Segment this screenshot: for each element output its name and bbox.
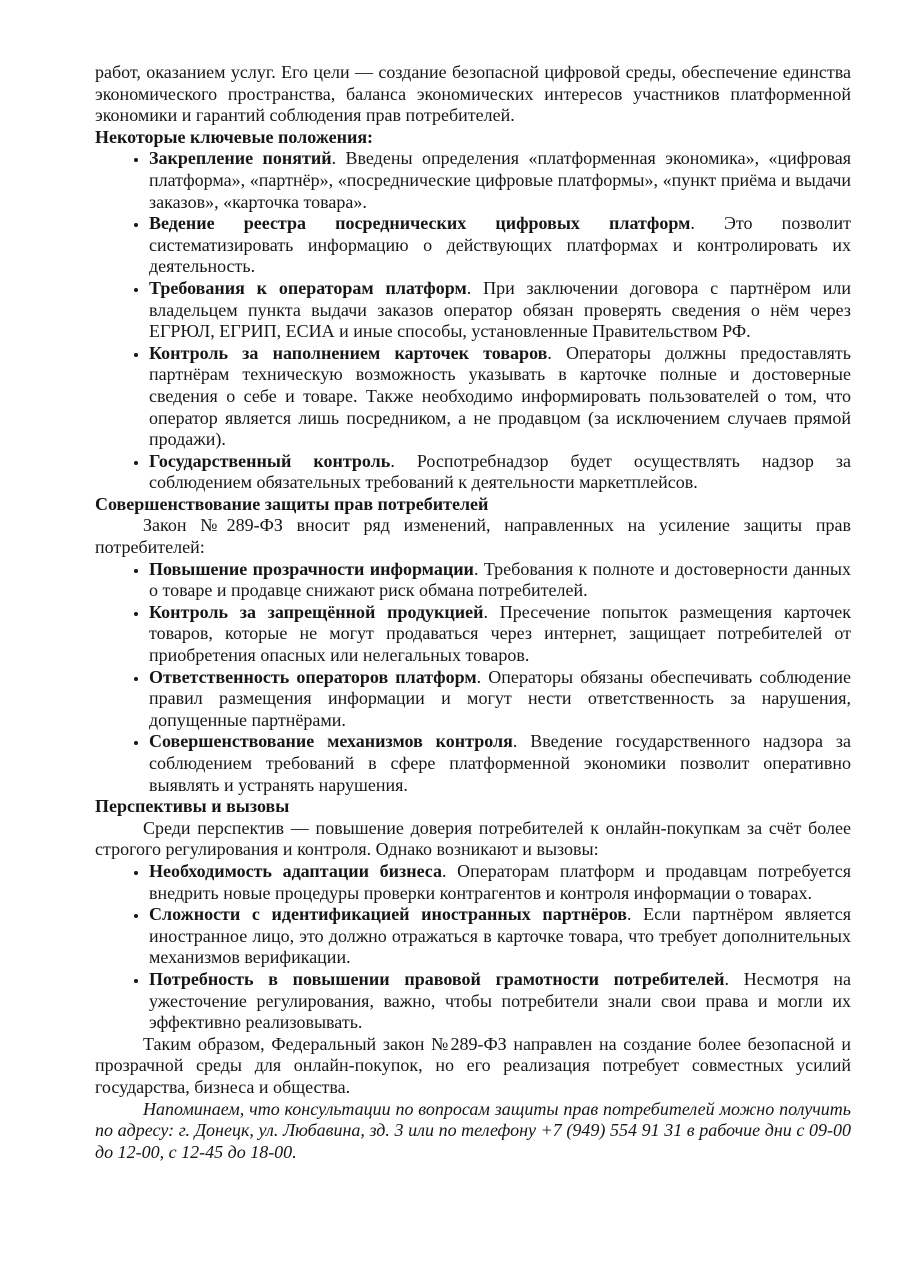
list-item-text: . Операторам платформ и продавцам потребуется внедрить новые процедуры проверки контрагентов и контроля информации о товарах. (149, 860, 851, 903)
paragraph-intro: работ, оказанием услуг. Его цели — создание безопасной цифровой среды, обеспечение единства экономического пространства, баланса экономических интересов участников платформенной экономики и гарантий соблюдения прав потребителей. (95, 62, 851, 126)
list-item-term: Ответственность операторов платформ (149, 666, 477, 687)
list-item (149, 343, 851, 451)
list-item-term: Требования к операторам платформ (149, 277, 467, 298)
list-item-text: . Операторы должны предоставлять партнёрам техническую возможность указывать в карточке полные и достоверные сведения о себе и товаре. Также необходимо информировать пользователей о том, что оператор является лишь посредником, а не продавцом (за исключением случаев прямой продажи). (149, 342, 851, 450)
list-item (149, 904, 851, 969)
paragraph-contact-note: Напоминаем, что консультации по вопросам защиты прав потребителей можно получить по адресу: г. Донецк, ул. Любавина, зд. 3 или по телефону +7 (949) 554 91 31 в рабочие дни с 09-00 до 12-00, с 12-45 до 18-00. (95, 1098, 851, 1162)
paragraph-consumer-protection-lead: Закон №289-ФЗ вносит ряд изменений, направленных на усиление защиты прав потребителей: (95, 515, 851, 558)
list-item-term: Контроль за наполнением карточек товаров (149, 342, 548, 363)
bullet-list-consumer-protection (95, 559, 851, 797)
list-item-text: . Требования к полноте и достоверности данных о товаре и продавце снижают риск обмана потребителей. (149, 558, 851, 601)
list-item-term: Ведение реестра посреднических цифровых платформ (149, 213, 691, 234)
list-item (149, 667, 851, 732)
list-item-term: Потребность в повышении правовой грамотности потребителей (149, 968, 725, 989)
section-heading-key-provisions: Некоторые ключевые положения: (95, 126, 374, 147)
list-item-text: . Пресечение попыток размещения карточек товаров, которые не могут продаваться через интернет, защищает потребителей от приобретения опасных или нелегальных товаров. (149, 601, 851, 666)
list-item-text: . Введены определения «платформенная экономика», «цифровая платформа», «партнёр», «посреднические цифровые платформы», «пункт приёма и выдачи заказов», «карточка товара». (149, 148, 851, 212)
list-item (149, 969, 851, 1034)
list-item-text: . При заключении договора с партнёром или владельцем пункта выдачи заказов оператор обязан проверять сведения о нём через ЕГРЮЛ, ЕГРИП, ЕСИА и иные способы, установленные Правительством РФ. (149, 277, 851, 342)
list-item (149, 731, 851, 796)
bullet-list-key-provisions (95, 148, 851, 494)
paragraph-prospects-lead: Среди перспектив — повышение доверия потребителей к онлайн-покупкам за счёт более строгого регулирования и контроля. Однако возникают и вызовы: (95, 817, 851, 860)
list-item (149, 861, 851, 904)
list-item-term: Повышение прозрачности информации (149, 558, 474, 579)
list-item (149, 213, 851, 278)
list-item (149, 451, 851, 494)
list-item-text: . Несмотря на ужесточение регулирования, важно, чтобы потребители знали свои права и могли их эффективно реализовывать. (149, 968, 851, 1033)
list-item-term: Контроль за запрещённой продукцией (149, 601, 484, 622)
section-heading-consumer-protection: Совершенствование защиты прав потребителей (95, 493, 489, 514)
list-item-term: Закрепление понятий (149, 148, 332, 169)
list-item (149, 559, 851, 602)
list-item-text: . Операторы обязаны обеспечивать соблюдение правил размещения информации и могут нести ответственность за нарушения, допущенные партнёрами. (149, 666, 851, 730)
list-item-text: . Роспотребнадзор будет осуществлять надзор за соблюдением обязательных требований к деятельности маркетплейсов. (149, 450, 851, 493)
list-item (149, 148, 851, 213)
bullet-list-prospects (95, 861, 851, 1034)
list-item-text: . Если партнёром является иностранное лицо, это должно отражаться в карточке товара, что требует дополнительных механизмов верификации. (149, 904, 851, 968)
section-heading-prospects: Перспективы и вызовы (95, 796, 290, 817)
list-item-text: . Введение государственного надзора за соблюдением требований в сфере платформенной экономики позволит оперативно выявлять и устранять нарушения. (149, 731, 851, 795)
list-item (149, 278, 851, 343)
list-item (149, 602, 851, 667)
list-item-term: Сложности с идентификацией иностранных партнёров (149, 904, 627, 925)
list-item-text: . Это позволит систематизировать информацию о действующих платформах и контролировать их деятельность. (149, 213, 852, 277)
list-item-term: Необходимость адаптации бизнеса (149, 860, 442, 881)
paragraph-conclusion: Таким образом, Федеральный закон №289-ФЗ направлен на создание более безопасной и прозрачной среды для онлайн-покупок, но его реализация потребует совместных усилий государства, бизнеса и общества. (95, 1033, 851, 1097)
list-item-term: Государственный контроль (149, 450, 391, 471)
list-item-term: Совершенствование механизмов контроля (149, 731, 513, 752)
